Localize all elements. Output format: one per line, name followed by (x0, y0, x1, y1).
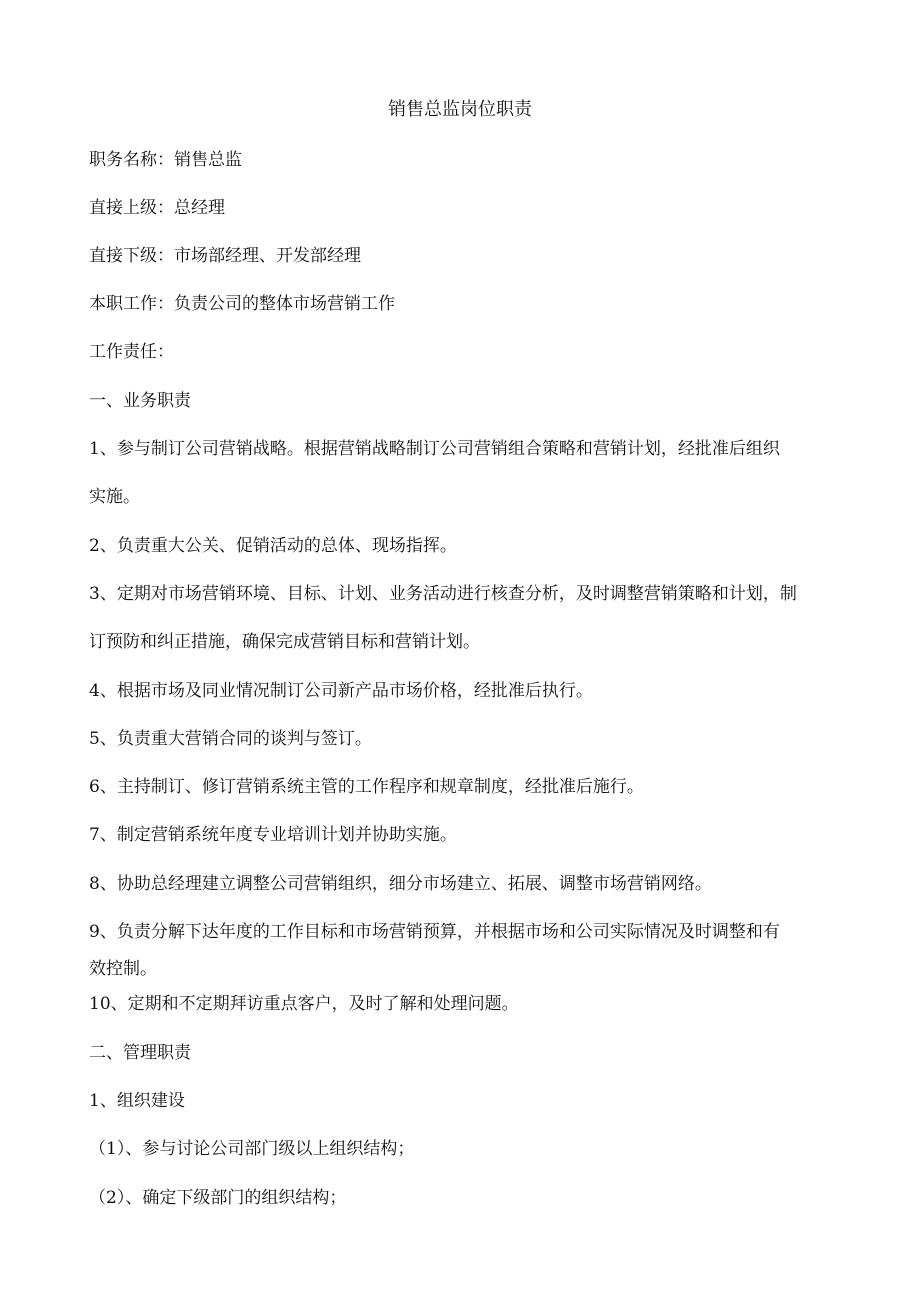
subordinate-line: 直接下级：市场部经理、开发部经理 (89, 246, 361, 266)
document-title: 销售总监岗位职责 (388, 99, 532, 120)
business-duty-item: 5、负责重大营销合同的谈判与签订。 (89, 729, 372, 749)
business-duty-item: 订预防和纠正措施，确保完成营销目标和营销计划。 (89, 632, 480, 652)
responsibilities-heading: 工作责任： (89, 342, 174, 362)
business-duty-item: 6、主持制订、修订营销系统主管的工作程序和规章制度，经批准后施行。 (89, 777, 644, 797)
job-name-line: 职务名称：销售总监 (89, 150, 242, 170)
section-2-heading: 二、管理职责 (89, 1043, 191, 1063)
business-duty-item: 实施。 (89, 487, 140, 507)
business-duty-item: 8、协助总经理建立调整公司营销组织，细分市场建立、拓展、调整市场营销网络。 (89, 874, 712, 894)
management-duty-item: （2）、确定下级部门的组织结构； (89, 1188, 347, 1208)
business-duty-item: 10、定期和不定期拜访重点客户，及时了解和处理问题。 (89, 994, 519, 1014)
section-1-heading: 一、业务职责 (89, 391, 191, 411)
business-duty-item: 3、定期对市场营销环境、目标、计划、业务活动进行核查分析，及时调整营销策略和计划，制 (89, 584, 797, 604)
business-duty-item: 9、负责分解下达年度的工作目标和市场营销预算，并根据市场和公司实际情况及时调整和有 (89, 922, 780, 942)
business-duty-item: 7、制定营销系统年度专业培训计划并协助实施。 (89, 825, 457, 845)
business-duty-item: 4、根据市场及同业情况制订公司新产品市场价格，经批准后执行。 (89, 681, 593, 701)
business-duty-item: 2、负责重大公关、促销活动的总体、现场指挥。 (89, 536, 457, 556)
section-2-subheading: 1、组织建设 (89, 1091, 185, 1111)
job-work-line: 本职工作：负责公司的整体市场营销工作 (89, 294, 395, 314)
business-duty-item: 效控制。 (89, 959, 157, 979)
management-duty-item: （1）、参与讨论公司部门级以上组织结构； (89, 1139, 415, 1159)
superior-line: 直接上级：总经理 (89, 198, 225, 218)
business-duty-item: 1、参与制订公司营销战略。根据营销战略制订公司营销组合策略和营销计划，经批准后组织 (89, 439, 780, 459)
